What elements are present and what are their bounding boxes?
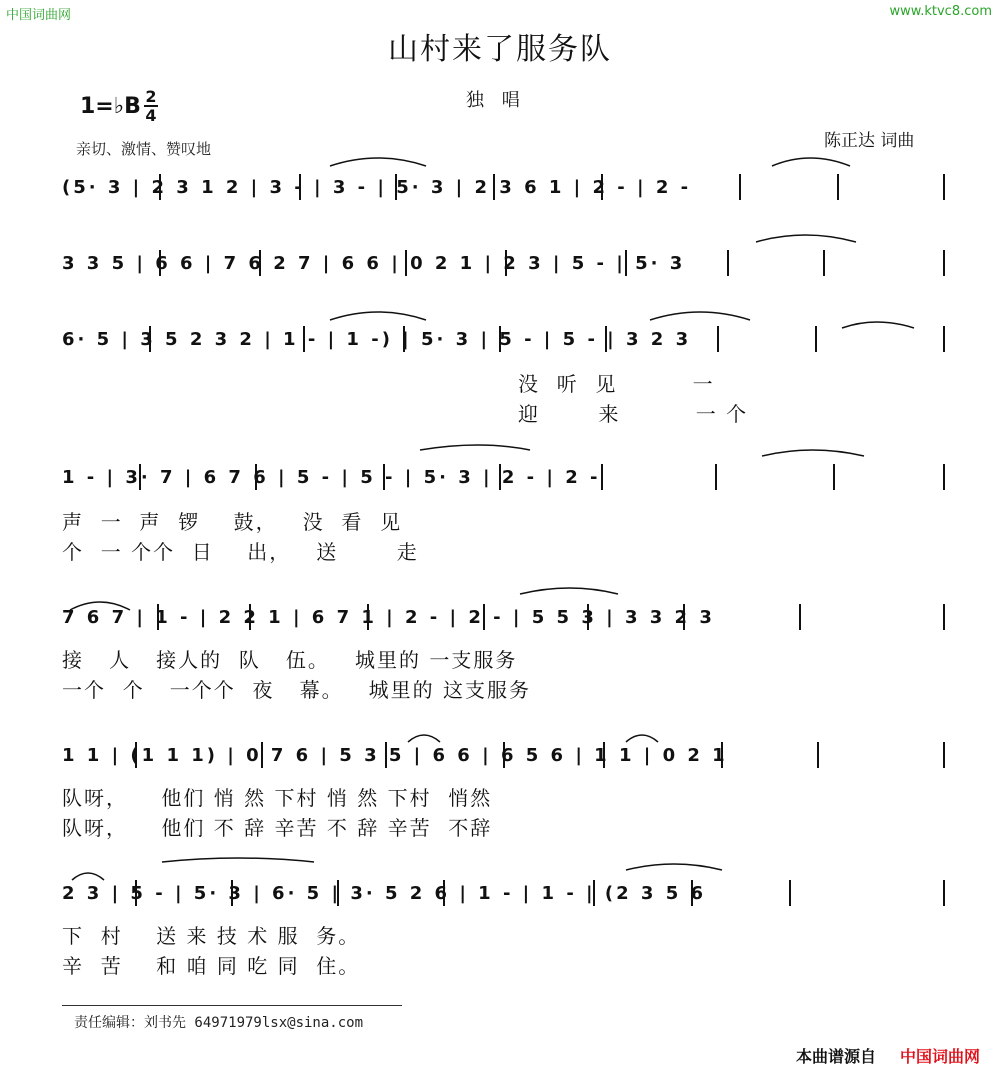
lyrics-row-3-verse-2: 迎 来 一 个 xyxy=(518,402,749,426)
source-label: 本曲谱源自 xyxy=(796,1047,877,1066)
slur-mark xyxy=(330,158,426,166)
notation-line: 2 3 | 5 - | 5· 3 | 6· 5 | 3· 5 2 6 | 1 - | 1 - | (2 3 5 6 xyxy=(62,883,707,904)
slur-mark xyxy=(650,312,750,320)
lyrics-row-3-verse-1: 没 听 见 一 xyxy=(518,372,715,396)
slur-mark xyxy=(330,312,426,320)
lyrics-row-5-verse-2: 一个 个 一个个 夜 幕。 城里的 这支服务 xyxy=(62,678,532,702)
slur-mark xyxy=(626,864,722,870)
score-row-5 xyxy=(62,598,952,638)
notation-line: 7 6 7 | 1 - | 2 2 1 | 6 7 1 | 2 - | 2 - | 5 5 3 | 3 3 2 3 xyxy=(62,607,715,628)
slur-mark xyxy=(420,445,530,450)
lyrics-row-5-verse-1: 接 人 接人的 队 伍。 城里的 一支服务 xyxy=(62,648,518,672)
time-bottom: 4 xyxy=(145,106,157,125)
slur-mark xyxy=(772,158,850,166)
editor-credit: 责任编辑：刘书先 64971979lsx@sina.com xyxy=(74,1015,364,1031)
lyrics-row-6-verse-1: 队呀， 他们 悄 然 下村 悄 然 下村 悄然 xyxy=(62,786,493,810)
lyrics-row-7-verse-2: 辛 苦 和 咱 同 吃 同 住。 xyxy=(62,954,361,978)
performance-type: 独 唱 xyxy=(466,90,526,111)
lyrics-row-4-verse-2: 个 一 个个 日 出， 送 走 xyxy=(62,540,419,564)
footer-divider xyxy=(62,1005,402,1006)
watermark-right: www.ktvc8.com xyxy=(889,4,992,19)
composer-credit: 陈正达 词曲 xyxy=(824,131,915,151)
notation-line: 6· 5 | 3 5 2 3 2 | 1 - | 1 -) | 5· 3 | 5 - | 5 - | 3 2 3 xyxy=(62,329,692,350)
expression-mark: 亲切、激情、赞叹地 xyxy=(76,140,212,158)
slur-mark xyxy=(162,858,314,862)
notation-line: 3 3 5 | 6 6 | 7 6 2 7 | 6 6 | 0 2 1 | 2 3 | 5 - | 5· 3 xyxy=(62,253,686,274)
watermark-left: 中国词曲网 xyxy=(6,8,72,23)
score-row-7 xyxy=(62,874,952,914)
source-site-link[interactable]: 中国词曲网 xyxy=(900,1047,981,1066)
notation-line: 1 - | 3· 7 | 6 7 6 | 5 - | 5 - | 5· 3 | 2 - | 2 - xyxy=(62,467,601,488)
lyrics-row-7-verse-1: 下 村 送 来 技 术 服 务。 xyxy=(62,924,361,948)
score-row-2 xyxy=(62,244,952,284)
notation-line: 1 1 | (1 1 1) | 0 7 6 | 5 3 5 | 6 6 | 6 5 6 | 1 1 | 0 2 1 xyxy=(62,745,728,766)
slur-mark xyxy=(520,588,618,594)
slur-mark xyxy=(756,235,856,242)
score-row-6 xyxy=(62,736,952,776)
score-row-4 xyxy=(62,458,952,498)
slur-mark xyxy=(762,450,864,456)
time-top: 2 xyxy=(145,87,157,106)
score-row-3 xyxy=(62,320,952,360)
lyrics-row-4-verse-1: 声 一 声 锣 鼓， 没 看 见 xyxy=(62,510,403,534)
notation-line: (5· 3 | 2 3 1 2 | 3 - | 3 - | 5· 3 | 2 3 6 1 | 2 - | 2 - xyxy=(62,177,692,198)
lyrics-row-6-verse-2: 队呀， 他们 不 辞 辛苦 不 辞 辛苦 不辞 xyxy=(62,816,493,840)
key-signature: 1=♭B xyxy=(80,94,141,119)
song-title: 山村来了服务队 xyxy=(388,32,612,67)
